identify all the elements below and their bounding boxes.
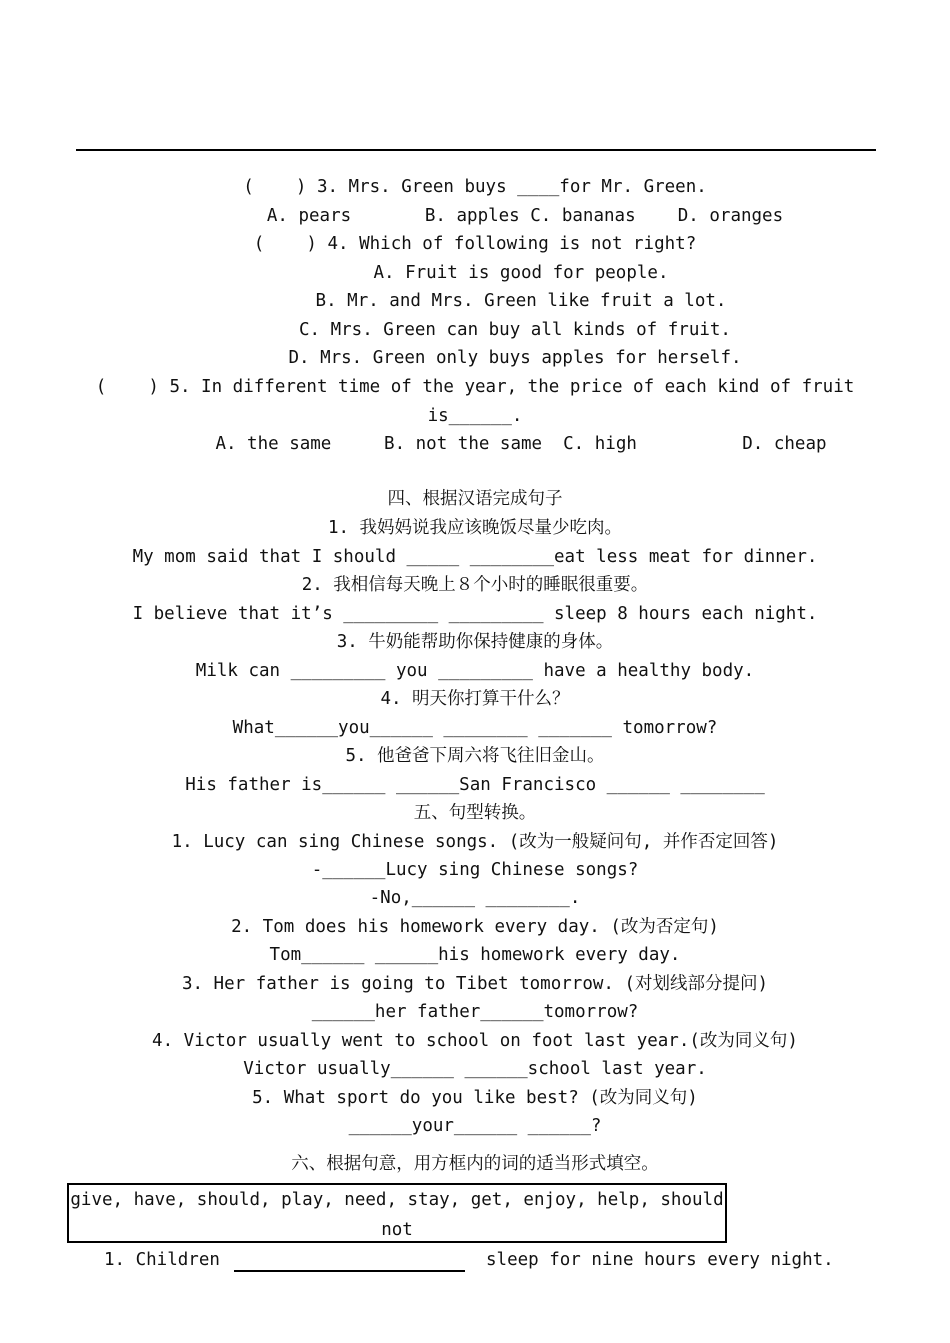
section-5-line-10: 5. What sport do you like best? (改为同义句) — [252, 1088, 698, 1108]
section-6-q1-prefix: 1. Children — [104, 1250, 220, 1270]
word-box-line-1: give, have, should, play, need, stay, get, enjoy, help, should — [70, 1190, 724, 1210]
question-5-options: A. the same B. not the same C. high D. cheap — [215, 434, 827, 454]
question-4: ( ) 4. Which of following is not right? — [253, 234, 697, 254]
section-4-item-1-cn: 1. 我妈妈说我应该晚饭尽量少吃肉。 — [327, 518, 623, 538]
header-rule — [76, 149, 876, 151]
section-5-line-5: Tom______ ______his homework every day. — [269, 945, 681, 965]
question-4-option-a: A. Fruit is good for people. — [373, 263, 669, 283]
section-4-item-4-cn: 4. 明天你打算干什么？ — [380, 689, 570, 709]
section-5-line-9: Victor usually______ ______school last year. — [243, 1059, 707, 1079]
section-4-item-5-cn: 5. 他爸爸下周六将飞往旧金山。 — [345, 746, 605, 766]
section-5-line-2: -______Lucy sing Chinese songs? — [311, 860, 639, 880]
question-4-option-c: C. Mrs. Green can buy all kinds of fruit. — [299, 320, 731, 340]
section-4-item-2-en: I believe that it’s _________ _________ sleep 8 hours each night. — [132, 604, 818, 624]
section-4-title: 四、根据汉语完成句子 — [387, 489, 563, 509]
section-5-line-1: 1. Lucy can sing Chinese songs. (改为一般疑问句, 并作否定回答) — [171, 832, 779, 852]
question-4-option-b: B. Mr. and Mrs. Green like fruit a lot. — [315, 291, 727, 311]
question-4-option-d: D. Mrs. Green only buys apples for herself. — [288, 348, 742, 368]
section-4-item-4-en: What______you______ ________ _______ tomorrow? — [232, 718, 718, 738]
section-6-title: 六、根据句意，用方框内的词的适当形式填空。 — [291, 1154, 659, 1174]
section-4-item-3-en: Milk can _________ you _________ have a healthy body. — [195, 661, 755, 681]
word-box-line-2: not — [381, 1220, 413, 1240]
question-3: ( ) 3. Mrs. Green buys ____for Mr. Green. — [243, 177, 707, 197]
section-5-line-8: 4. Victor usually went to school on foot last year.(改为同义句) — [152, 1031, 798, 1051]
answer-blank — [234, 1270, 465, 1272]
section-5-line-11: ______your______ ______? — [348, 1116, 602, 1136]
word-box — [67, 1183, 727, 1243]
question-5-line2: is______. — [427, 406, 523, 426]
section-5-line-4: 2. Tom does his homework every day. (改为否定句) — [231, 917, 719, 937]
section-5-line-7: ______her father______tomorrow? — [311, 1002, 639, 1022]
question-5-line1: ( ) 5. In different time of the year, the price of each kind of fruit — [95, 377, 855, 397]
section-4-item-1-en: My mom said that I should _____ ________eat less meat for dinner. — [132, 547, 818, 567]
section-5-line-3: -No,______ ________. — [369, 888, 581, 908]
section-6-q1-suffix: sleep for nine hours every night. — [486, 1250, 834, 1270]
section-4-item-2-cn: 2. 我相信每天晚上８个小时的睡眠很重要。 — [301, 575, 649, 595]
section-5-line-6: 3. Her father is going to Tibet tomorrow. (对划线部分提问) — [181, 974, 769, 994]
section-4-item-3-cn: 3. 牛奶能帮助你保持健康的身体。 — [336, 632, 614, 652]
section-5-title: 五、句型转换。 — [413, 803, 537, 823]
section-4-item-5-en: His father is______ ______San Francisco ______ ________ — [185, 775, 765, 795]
question-3-options: A. pears B. apples C. bananas D. oranges — [266, 206, 784, 226]
